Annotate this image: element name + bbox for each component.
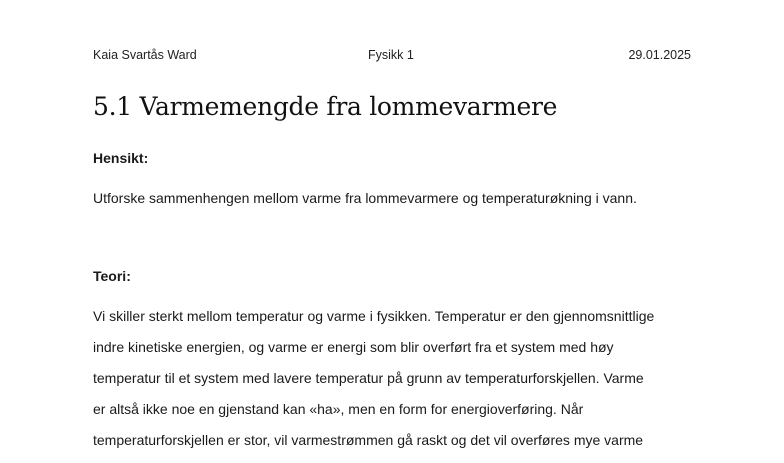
hensikt-paragraph: Utforske sammenhengen mellom varme fra lommevarmere og temperaturøkning i vann. (93, 190, 637, 206)
header-author: Kaia Svartås Ward (93, 48, 197, 62)
teori-line: er altså ikke noe en gjenstand kan «ha», men en form for energioverføring. Når (93, 401, 584, 417)
page-header (93, 48, 691, 66)
teori-paragraph (93, 308, 693, 463)
section-heading-teori: Teori: (93, 268, 131, 284)
section-heading-hensikt: Hensikt: (93, 150, 149, 166)
teori-line: temperaturforskjellen er stor, vil varmestrømmen gå raskt og det vil overføres mye varme (93, 432, 644, 448)
teori-line: indre kinetiske energien, og varme er energi som blir overført fra et system med høy (93, 339, 614, 355)
teori-line: Vi skiller sterkt mellom temperatur og varme i fysikken. Temperatur er den gjennomsnittlige (93, 308, 655, 324)
header-date: 29.01.2025 (628, 48, 691, 62)
header-course: Fysikk 1 (368, 48, 414, 62)
document-title: 5.1 Varmemengde fra lommevarmere (93, 92, 558, 121)
teori-line: temperatur til et system med lavere temperatur på grunn av temperaturforskjellen. Varme (93, 370, 644, 386)
